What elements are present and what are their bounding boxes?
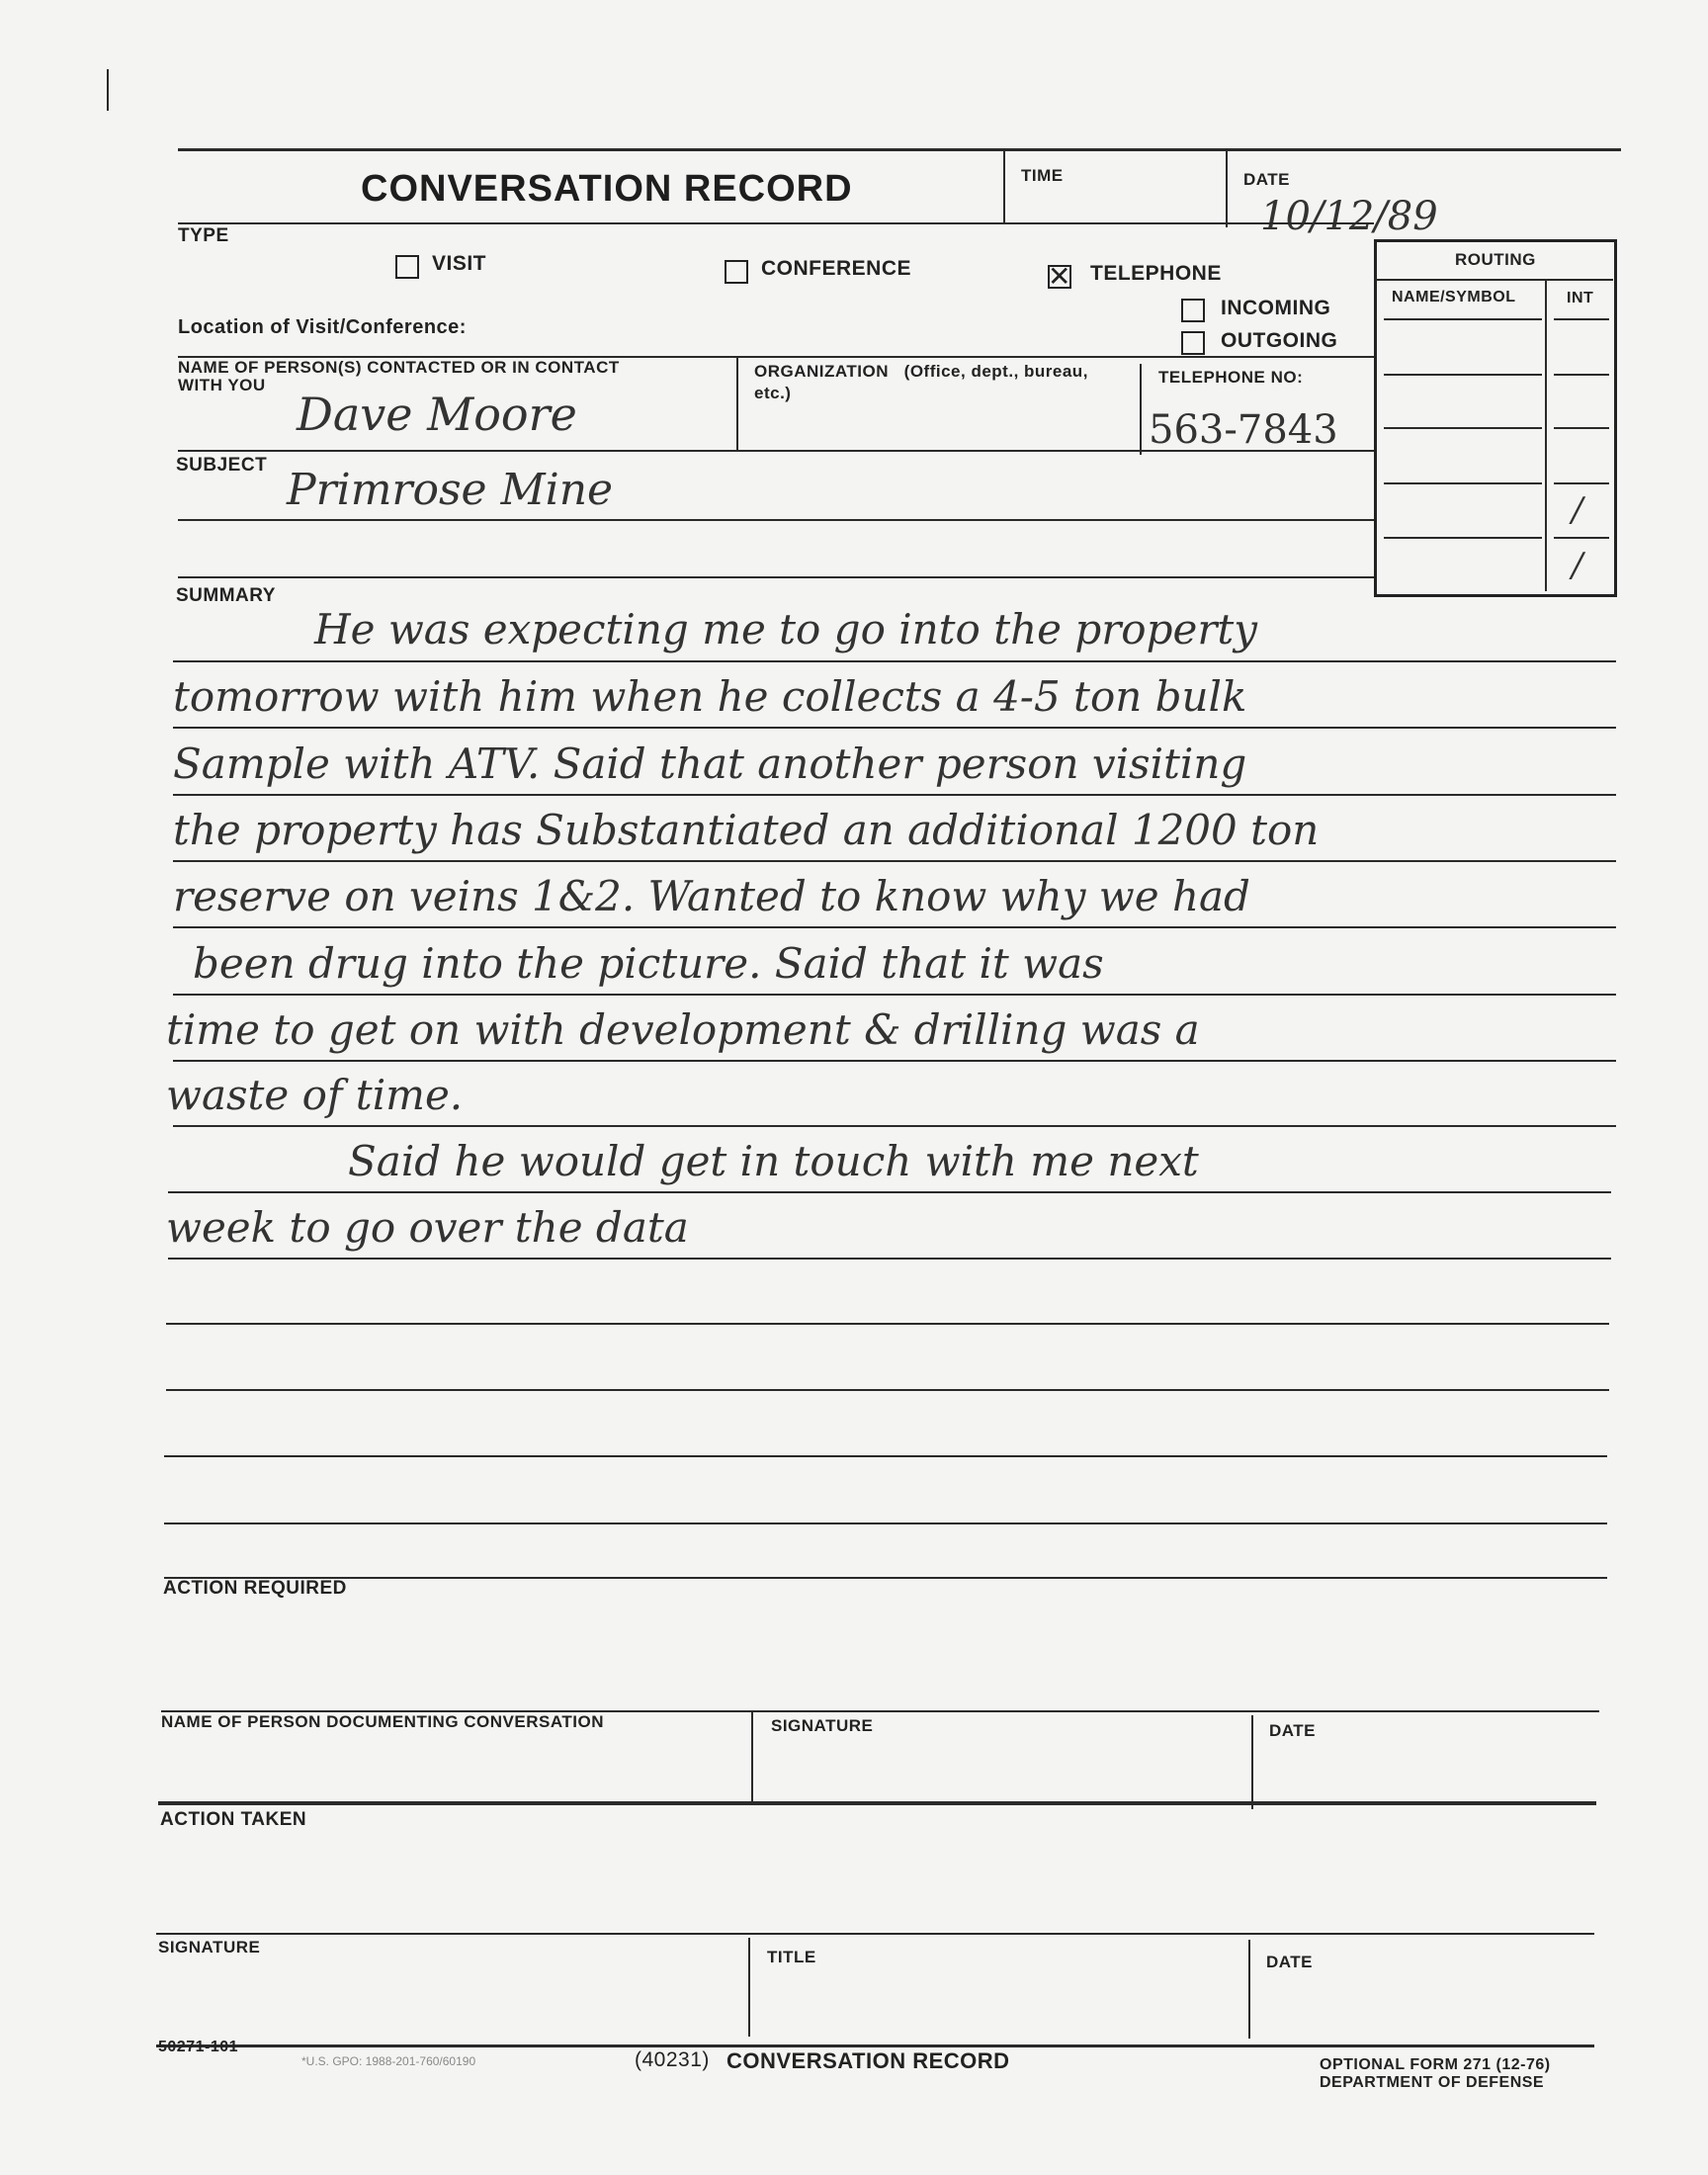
routing-title-rule — [1376, 279, 1613, 281]
org-label-line1: ORGANIZATION (Office, dept., bureau, — [754, 362, 1088, 381]
summary-line-5: reserve on veins 1&2. Wanted to know why we had — [173, 872, 1250, 920]
documenting-bottom-rule — [158, 1801, 1596, 1805]
person-label-line2: WITH YOU — [178, 376, 266, 394]
subject-line-1 — [178, 519, 1374, 521]
type-label: TYPE — [178, 225, 229, 246]
documenting-label: NAME OF PERSON DOCUMENTING CONVERSATION — [161, 1712, 604, 1731]
routing-row-2 — [1384, 374, 1542, 376]
summary-line-1: He was expecting me to go into the property — [314, 605, 1258, 653]
outgoing-label: OUTGOING — [1221, 329, 1338, 352]
routing-row-1-int — [1554, 318, 1609, 320]
phone-divider — [1140, 364, 1142, 455]
routing-row-4-int — [1554, 482, 1609, 484]
summary-rule-11 — [166, 1323, 1609, 1325]
org-divider — [736, 356, 738, 450]
routing-row-5-int — [1554, 537, 1609, 539]
header-bottom-rule — [178, 222, 1374, 224]
footer-center-code: (40231) — [635, 2048, 710, 2071]
incoming-checkbox[interactable] — [1181, 299, 1205, 322]
routing-col-divider — [1545, 279, 1547, 591]
summary-line-7: time to get on with development & drilling was a — [166, 1005, 1200, 1054]
summary-line-8: waste of time. — [166, 1071, 464, 1119]
summary-rule-5 — [173, 926, 1616, 928]
person-label-line1: NAME OF PERSON(S) CONTACTED OR IN CONTACT — [178, 358, 620, 377]
org-label-line2: etc.) — [754, 384, 792, 402]
conference-label: CONFERENCE — [761, 257, 912, 280]
summary-rule-12 — [166, 1389, 1609, 1391]
summary-rule-7 — [173, 1060, 1616, 1062]
subject-line-2 — [178, 576, 1374, 578]
routing-int-mark-1: / — [1572, 490, 1583, 530]
telephone-no-label: TELEPHONE NO: — [1158, 368, 1304, 387]
person-bottom-rule — [178, 450, 1374, 452]
routing-name-label: NAME/SYMBOL — [1392, 289, 1516, 305]
visit-checkbox[interactable] — [395, 255, 419, 279]
time-label: TIME — [1021, 166, 1064, 185]
summary-line-10: week to go over the data — [166, 1203, 689, 1252]
telephone-checkbox[interactable] — [1048, 265, 1071, 289]
routing-int-label: INT — [1567, 290, 1594, 306]
routing-row-1 — [1384, 318, 1542, 320]
person-value: Dave Moore — [297, 388, 577, 441]
summary-rule-9 — [168, 1191, 1611, 1193]
signature-divider — [751, 1710, 753, 1804]
routing-row-3-int — [1554, 427, 1609, 429]
summary-rule-8 — [173, 1125, 1616, 1127]
date2-divider — [1251, 1715, 1253, 1809]
summary-rule-6 — [173, 994, 1616, 996]
stray-mark — [107, 69, 109, 111]
location-label: Location of Visit/Conference: — [178, 316, 467, 338]
summary-rule-10 — [168, 1258, 1611, 1260]
date-label: DATE — [1243, 170, 1291, 189]
action-required-label: ACTION REQUIRED — [163, 1578, 347, 1599]
date-value: 10/12/89 — [1260, 194, 1438, 239]
date2-label: DATE — [1269, 1721, 1317, 1740]
routing-row-2-int — [1554, 374, 1609, 376]
signature-label: SIGNATURE — [771, 1716, 874, 1735]
summary-rule-1 — [173, 660, 1616, 662]
action-taken-label: ACTION TAKEN — [160, 1809, 307, 1830]
conference-checkbox[interactable] — [725, 260, 748, 284]
footer-gpo: *U.S. GPO: 1988-201-760/60190 — [301, 2054, 476, 2068]
time-divider — [1003, 148, 1005, 222]
summary-rule-2 — [173, 727, 1616, 729]
incoming-label: INCOMING — [1221, 297, 1331, 319]
routing-int-mark-2: / — [1572, 546, 1583, 585]
telephone-no-value: 563-7843 — [1149, 407, 1338, 453]
summary-rule-13 — [164, 1455, 1607, 1457]
footer-department: DEPARTMENT OF DEFENSE — [1320, 2074, 1545, 2091]
form-title: CONVERSATION RECORD — [361, 168, 853, 210]
summary-line-6: been drug into the picture. Said that it was — [193, 939, 1104, 988]
routing-row-3 — [1384, 427, 1542, 429]
date-divider — [1226, 148, 1228, 227]
summary-line-2: tomorrow with him when he collects a 4-5 ton bulk — [173, 672, 1247, 721]
footer-rule — [156, 2044, 1594, 2047]
signature2-label: SIGNATURE — [158, 1938, 261, 1957]
footer-optional-form: OPTIONAL FORM 271 (12-76) — [1320, 2056, 1551, 2073]
top-rule — [178, 148, 1621, 151]
subject-value: Primrose Mine — [287, 465, 614, 515]
date3-label: DATE — [1266, 1953, 1314, 1971]
summary-line-3: Sample with ATV. Said that another person visiting — [173, 740, 1247, 788]
footer-form-code: 50271-101 — [158, 2039, 239, 2055]
outgoing-checkbox[interactable] — [1181, 331, 1205, 355]
telephone-label: TELEPHONE — [1090, 262, 1222, 285]
summary-label: SUMMARY — [176, 585, 276, 606]
routing-title: ROUTING — [1455, 250, 1536, 269]
footer-center-title: CONVERSATION RECORD — [726, 2048, 1010, 2073]
signature2-top-rule — [156, 1933, 1594, 1935]
subject-label: SUBJECT — [176, 455, 268, 476]
title-divider — [748, 1938, 750, 2037]
date3-divider — [1248, 1940, 1250, 2039]
summary-line-4: the property has Substantiated an additional 1200 ton — [173, 806, 1320, 854]
summary-rule-3 — [173, 794, 1616, 796]
summary-line-9: Said he would get in touch with me next — [348, 1137, 1199, 1185]
title-label: TITLE — [767, 1948, 816, 1966]
summary-rule-4 — [173, 860, 1616, 862]
visit-label: VISIT — [432, 252, 487, 275]
summary-rule-14 — [164, 1522, 1607, 1524]
routing-row-4 — [1384, 482, 1542, 484]
routing-row-5 — [1384, 537, 1542, 539]
summary-rule-15 — [164, 1577, 1607, 1579]
